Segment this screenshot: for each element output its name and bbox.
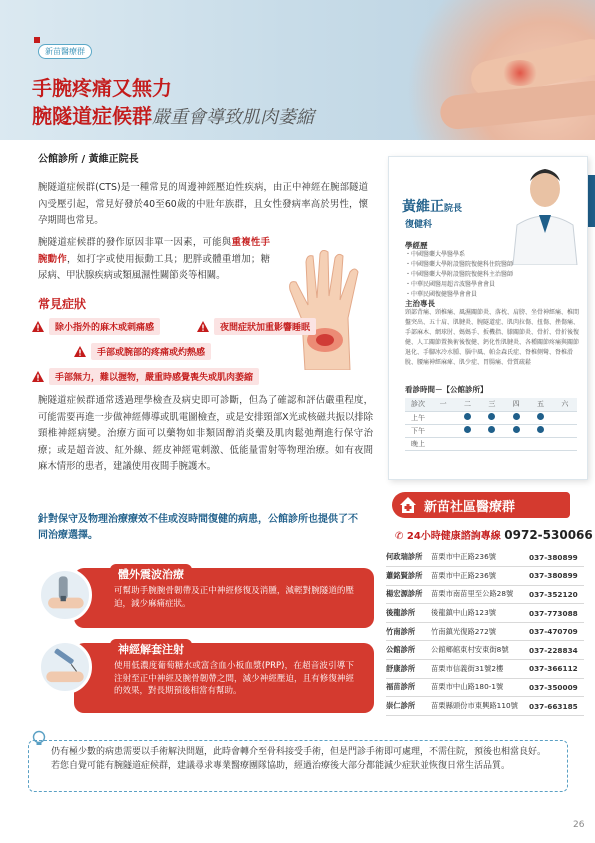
clinic-row	[386, 585, 584, 604]
clinic-name: 崇仁診所	[386, 697, 431, 716]
note-text: 少數的病患需要以手術解決問題，此時會轉介至骨科接受手術，但是門診手術即可處理，不需住院，預後也相當良好。若您自覺可能有腕隧道症候群，建議尋求專業醫療團隊協助，經過治療後大部分都能減少症狀並恢復日常生活品質。	[51, 747, 547, 771]
shockwave-device-icon	[41, 571, 89, 619]
treatment-desc: 可幫助手腕腕骨韌帶及正中神經修復及消腫，減輕對腕隧道的壓迫，減少麻痛症狀。	[114, 586, 354, 609]
schedule-dot	[464, 413, 471, 420]
warning-icon	[32, 321, 44, 332]
note-prefix: 仍有極	[51, 747, 79, 757]
causes-text-b: ，如打字或使用振動工具；肥胖或體重增加；糖尿病、甲狀腺疾病或類風濕性關節炎等相關。	[38, 253, 270, 281]
section-badge: 新苗醫療群	[38, 44, 92, 59]
edu-item: ・中國醫藥大學醫學系	[405, 251, 466, 258]
schedule-col: 診次	[405, 398, 431, 411]
injection-photo	[38, 640, 92, 694]
clinic-phone: 037-352120	[529, 585, 584, 604]
schedule-dot	[464, 426, 471, 433]
clinic-address: 苗栗縣頭份市東興路110號	[431, 697, 529, 716]
clinic-name: 楊宏源診所	[386, 585, 431, 604]
clinic-phone: 037-380899	[529, 548, 584, 567]
schedule-dot	[513, 413, 520, 420]
edu-heading: 學經歷	[405, 241, 428, 250]
schedule-col: 五	[528, 398, 552, 411]
clinic-row	[386, 641, 584, 660]
causes-text-a: 腕隧道症候群的發作原因非單一因素，可能與	[38, 237, 232, 248]
hotline-label: 24小時健康諮詢專線	[406, 531, 501, 542]
symptom-1	[32, 318, 160, 335]
treatment-title: 體外震波治療	[110, 564, 192, 584]
schedule-col: 六	[553, 398, 577, 411]
clinic-phone: 037-470709	[529, 622, 584, 641]
doctor-title: 院長	[444, 204, 463, 214]
clinic-row	[386, 548, 584, 567]
treatment-shockwave	[74, 568, 374, 628]
schedule-dot	[488, 426, 495, 433]
byline: 公館診所 / 黃維正院長	[38, 154, 139, 165]
clinic-address: 後龍鎮中山路123號	[431, 604, 529, 623]
schedule-col: 二	[455, 398, 479, 411]
page-number: 26	[573, 820, 585, 830]
clinic-table	[386, 548, 584, 716]
clinic-phone: 037-663185	[529, 697, 584, 716]
symptom-3	[74, 343, 211, 360]
surgery-note	[28, 740, 568, 792]
edu-item: ・中國醫藥大學附設醫院復健科住院醫師	[405, 261, 514, 268]
symptom-1-text: 除小指外的麻木或刺痛感	[49, 318, 160, 335]
schedule-row	[405, 424, 577, 437]
clinic-address: 苗栗市中正路236號	[431, 567, 529, 586]
clinic-row	[386, 660, 584, 679]
pain-spot	[500, 60, 540, 86]
treatment-title: 神經解套注射	[110, 639, 192, 659]
edu-item: ・中國醫藥大學附設醫院復健科主治醫師	[405, 271, 514, 278]
clinic-name: 舒康診所	[386, 660, 431, 679]
warning-icon	[32, 371, 44, 382]
edu-item: ・中華民國醫用超音波醫學會會員	[405, 281, 496, 288]
symptom-4	[32, 368, 259, 385]
treatment-desc: 使用低濃度葡萄糖水或富含血小板血漿(PRP)，在超音波引導下注射至正中神經及腕骨韌帶之間，減少神經壓迫，且有修復神經的效果，對長期預後相當有幫助。	[114, 661, 354, 696]
symptom-2	[197, 318, 316, 335]
paragraph-causes	[38, 235, 270, 285]
edu-item: ・中華民國復健醫學會會員	[405, 291, 478, 298]
symptom-2-text: 夜間症狀加重影響睡眠	[214, 318, 316, 335]
warning-icon	[197, 321, 209, 332]
doctor-dept: 復健科	[405, 220, 433, 230]
wrist-illustration	[280, 250, 375, 370]
doctor-name-text: 黃維正	[402, 199, 444, 215]
title-main: 腕隧道症候群	[32, 104, 152, 128]
schedule-col: 一	[431, 398, 455, 411]
clinic-name: 福苗診所	[386, 678, 431, 697]
clinic-row	[386, 678, 584, 697]
treatment-injection	[74, 643, 374, 713]
title-line2	[32, 100, 314, 129]
clinic-name: 後龍診所	[386, 604, 431, 623]
hotline	[395, 527, 593, 542]
schedule-dot	[513, 426, 520, 433]
clinic-address: 苗栗市信義街31號2樓	[431, 660, 529, 679]
schedule-row-label: 晚上	[405, 437, 431, 450]
hotline-number: 0972-530066	[504, 528, 593, 542]
clinic-name: 公館診所	[386, 641, 431, 660]
clinic-name: 蕭銘賢診所	[386, 567, 431, 586]
clinic-row	[386, 567, 584, 586]
edu-list	[405, 250, 515, 300]
clinic-phone: 037-350009	[529, 678, 584, 697]
schedule-col: 三	[480, 398, 504, 411]
symptom-4-text: 手部無力，難以握物，嚴重時感覺喪失或肌肉萎縮	[49, 368, 259, 385]
clinic-phone: 037-366112	[529, 660, 584, 679]
schedule-dot	[537, 426, 544, 433]
treatment-intro: 針對保守及物理治療療效不佳或沒時間復健的病患，公館診所也提供了不同治療選擇。	[38, 514, 358, 541]
phone-icon: ✆	[395, 531, 407, 542]
clinic-address: 苗栗市中山路180-1號	[431, 678, 529, 697]
doctor-name	[402, 196, 462, 216]
spec-heading: 主治專長	[405, 299, 435, 308]
schedule-row-label: 上午	[405, 411, 431, 424]
title-line1: 手腕疼痛又無力	[32, 76, 172, 100]
clinic-phone: 037-228834	[529, 641, 584, 660]
clinic-group-header: 新苗社區醫療群	[392, 492, 570, 518]
clinic-row	[386, 604, 584, 623]
schedule-row-label: 下午	[405, 424, 431, 437]
schedule-row	[405, 437, 577, 450]
schedule-table	[405, 398, 577, 451]
symptoms-heading: 常見症狀	[38, 297, 87, 311]
causes-highlight: 重複性手腕動作	[38, 237, 270, 265]
title-sub: 嚴重會導致肌肉萎縮	[152, 107, 314, 128]
spec-text: 頸部背痛、頸椎痛、風濕關節炎、落枕、肩膀、坐骨神經痛、椎間盤突出、五十肩、肌腱炎、腕隧道症、肌肉拉傷、扭傷、挫傷痛、手部麻木、網球肘、媽媽手、扳機指、膝關節炎、骨折、骨折後復健、人工關節置換術後復健、鈣化性肌腱炎、各種關節疼痛與關節退化、手腳冰冷水腫、腦中風、帕金森氏症、脊椎側彎、脊椎滑脫、腰痛神經麻痺、肌少症、胃腸痛、骨質疏鬆	[405, 309, 580, 366]
schedule-row	[405, 411, 577, 424]
clinic-address: 竹南鎮光復路272號	[431, 622, 529, 641]
paragraph-diagnosis: 腕隧道症候群通常透過理學檢查及病史即可診斷，但為了確認和評估嚴重程度，可能需要再進一步做神經傳導或肌電圖檢查，或是安排頸部X光或核磁共振以排除頸椎神經病變。治療方面可以藥物如非類固醇消炎藥及肌肉鬆弛劑進行保守治療；或是超音波、紅外線、經皮神經電刺激、低能量雷射等物理治療。如有夜間麻木情形的患者，建議使用夜間手腕護木。	[38, 395, 373, 472]
schedule-dot	[537, 413, 544, 420]
clinic-house-icon	[398, 495, 418, 515]
clinic-row	[386, 622, 584, 641]
schedule-dot	[488, 413, 495, 420]
schedule-col: 四	[504, 398, 528, 411]
clinic-phone: 037-380899	[529, 567, 584, 586]
clinic-address: 苗栗市中正路236號	[431, 548, 529, 567]
shockwave-photo	[38, 568, 92, 622]
symptom-3-text: 手部或腕部的疼痛或灼熱感	[91, 343, 211, 360]
warning-icon	[74, 346, 86, 357]
clinic-address: 苗栗市南苗里至公路28號	[431, 585, 529, 604]
clinic-name: 竹南診所	[386, 622, 431, 641]
schedule-heading: 看診時間－【公館診所】	[405, 385, 488, 394]
paragraph-intro: 腕隧道症候群(CTS)是一種常見的周邊神經壓迫性疾病，由正中神經在腕部隧道內受壓引起，常見好發於40至60歲的中壯年族群，且女性發病率高於男性，懷孕期間也常見。	[38, 182, 368, 226]
clinic-row	[386, 697, 584, 716]
badge-accent	[34, 37, 40, 43]
clinic-name: 何政瑞診所	[386, 548, 431, 567]
clinic-address: 公館鄉館東村安東街8號	[431, 641, 529, 660]
schedule-header-row	[405, 398, 577, 411]
syringe-icon	[41, 643, 89, 691]
doctor-photo	[505, 155, 585, 265]
clinic-phone: 037-773088	[529, 604, 584, 623]
